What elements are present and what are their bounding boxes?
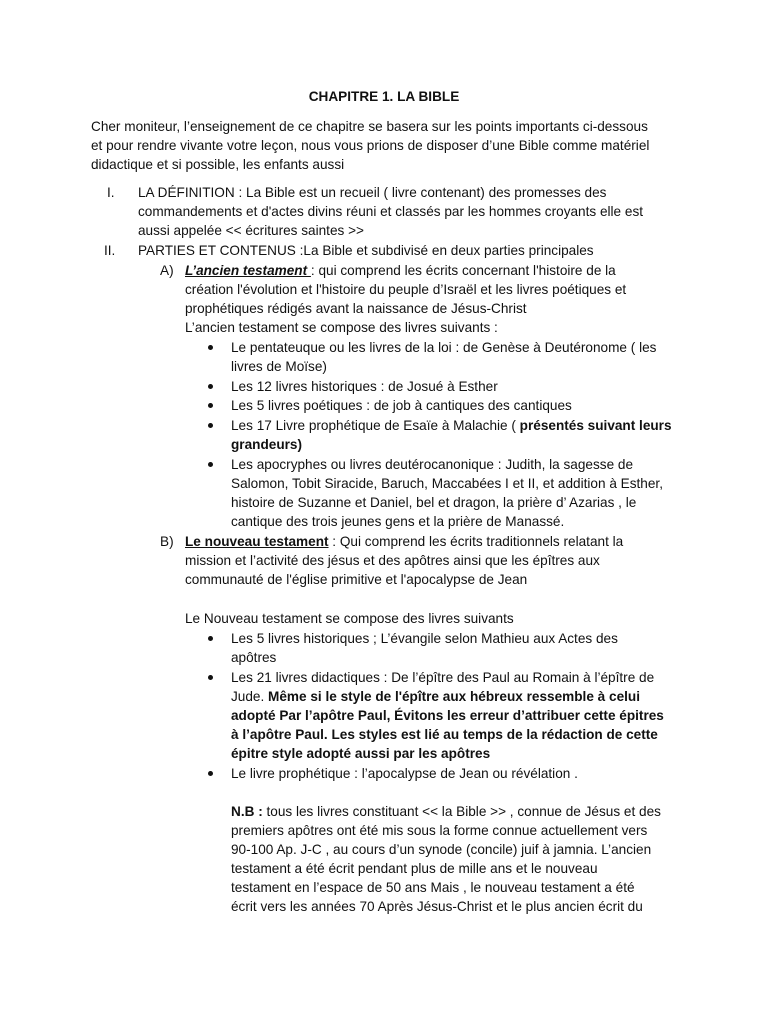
part-a-line: création l'évolution et l'histoire du peuple d’Israël et les livres poétiques et — [185, 282, 627, 297]
list-marker: B) — [160, 534, 174, 549]
bullet-icon — [208, 384, 213, 389]
nota-bene-line: testament en l’espace de 50 ans Mais , le nouveau testament a été — [231, 880, 635, 895]
chapter-title: CHAPITRE 1. LA BIBLE — [308, 89, 460, 104]
section-numeral: I. — [107, 185, 115, 200]
list-item: Le livre prophétique : l’apocalypse de Jean ou révélation . — [231, 766, 578, 781]
bullet-icon — [208, 771, 213, 776]
definition-line: commandements et d'actes divins réuni et classés par les hommes croyants elle est — [138, 204, 644, 219]
bullet-icon — [208, 675, 213, 680]
bullet-icon — [208, 403, 213, 408]
part-a-line: L’ancien testament : qui comprend les écrits concernant l'histoire de la — [185, 263, 616, 278]
bullet-icon — [208, 345, 213, 350]
definition-line: LA DÉFINITION : La Bible est un recueil ( livre contenant) des promesses des — [138, 185, 607, 200]
list-item: Les 21 livres didactiques : De l’épître des Paul au Romain à l’épître de — [231, 670, 655, 685]
bullet-icon — [208, 462, 213, 467]
list-item: Les 12 livres historiques : de Josué à Esther — [231, 379, 498, 394]
list-item: épitre style adopté aussi par les apôtres — [231, 746, 491, 761]
list-item: Les apocryphes ou livres deutérocanonique : Judith, la sagesse de — [231, 457, 634, 472]
intro-line: Cher moniteur, l’enseignement de ce chapitre se basera sur les points importants ci-dessous — [91, 119, 648, 134]
part-b-line: Le Nouveau testament se compose des livres suivants — [185, 611, 514, 626]
definition-line: aussi appelée << écritures saintes >> — [138, 223, 364, 238]
bullet-icon — [208, 423, 213, 428]
list-item: Les 5 livres poétiques : de job à cantiques des cantiques — [231, 398, 572, 413]
part-b-line: mission et l’activité des jésus et des apôtres ainsi que les épîtres aux — [185, 553, 600, 568]
parts-heading-line: PARTIES ET CONTENUS :La Bible et subdivisé en deux parties principales — [138, 243, 594, 258]
nota-bene-line: N.B : tous les livres constituant << la Bible >> , connue de Jésus et des — [231, 804, 661, 819]
list-marker: A) — [160, 263, 174, 278]
nota-bene-line: premiers apôtres ont été mis sous la forme connue actuellement vers — [231, 823, 648, 838]
intro-line: didactique et si possible, les enfants aussi — [91, 157, 345, 172]
part-b-line: Le nouveau testament : Qui comprend les écrits traditionnels relatant la — [185, 534, 624, 549]
list-item: livres de Moïse) — [231, 359, 327, 374]
new-testament-term: Le nouveau testament — [185, 534, 329, 549]
part-a-line: prophétiques rédigés avant la naissance de Jésus-Christ — [185, 301, 527, 316]
list-item: cantique des trois jeunes gens et la prière de Manassé. — [231, 514, 565, 529]
nota-bene-line: testament a été écrit pendant plus de mille ans et le nouveau — [231, 861, 598, 876]
list-item: Salomon, Tobit Siracide, Baruch, Maccabées I et II, et addition à Esther, — [231, 476, 663, 491]
list-item: Les 17 Livre prophétique de Esaïe à Malachie ( présentés suivant leurs — [231, 418, 672, 433]
intro-line: et pour rendre vivante votre leçon, nous vous prions de disposer d’une Bible comme matériel — [91, 138, 650, 153]
bullet-icon — [208, 636, 213, 641]
list-item: apôtres — [231, 650, 277, 665]
old-testament-term: L’ancien testament — [185, 263, 311, 278]
list-item: adopté Par l’apôtre Paul, Évitons les erreur d’attribuer cette épitres — [231, 708, 664, 723]
nota-bene-line: 90-100 Ap. J-C , au cours d’un synode (concile) juif à jamnia. L’ancien — [231, 842, 652, 857]
list-item: Les 5 livres historiques ; L’évangile selon Mathieu aux Actes des — [231, 631, 618, 646]
list-item: Le pentateuque ou les livres de la loi : de Genèse à Deutéronome ( les — [231, 340, 657, 355]
section-numeral: II. — [104, 243, 116, 258]
list-item: histoire de Suzanne et Daniel, bel et dragon, la prière d’ Azarias , le — [231, 495, 637, 510]
list-item: Jude. Même si le style de l'épître aux hébreux ressemble à celui — [231, 689, 640, 704]
nota-bene-line: écrit vers les années 70 Après Jésus-Christ et le plus ancien écrit du — [231, 899, 643, 914]
list-item: à l’apôtre Paul. Les styles est lié au temps de la rédaction de cette — [231, 727, 658, 742]
part-a-line: L’ancien testament se compose des livres suivants : — [185, 320, 498, 335]
nb-label: N.B : — [231, 804, 263, 819]
part-b-line: communauté de l'église primitive et l'apocalypse de Jean — [185, 572, 528, 587]
list-item: grandeurs) — [231, 437, 303, 452]
